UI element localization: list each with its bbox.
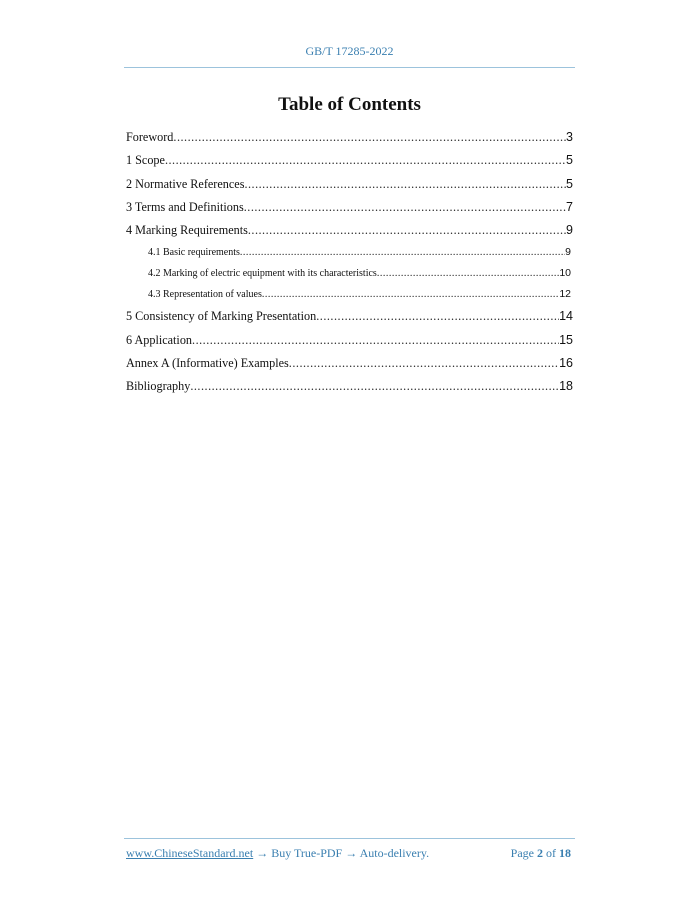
toc-entry-page: 9 (566, 223, 573, 238)
toc-entry-label: 3 Terms and Definitions (126, 199, 244, 214)
toc-entry-label: 4.3 Representation of values (148, 289, 262, 301)
toc-entry-label: 4 Marking Requirements (126, 223, 248, 238)
running-header (124, 44, 575, 68)
running-footer (126, 846, 571, 861)
toc-entry-label: 4.1 Basic requirements (148, 247, 240, 259)
footer-promo (126, 846, 429, 861)
page-title: Table of Contents (278, 94, 421, 115)
toc-entry-page: 16 (559, 356, 573, 371)
toc-leader-dots (244, 196, 566, 219)
toc-entry-label: 2 Normative References (126, 176, 245, 191)
footer-divider (124, 838, 575, 839)
toc-leader-dots (248, 219, 566, 242)
toc-entry-page: 18 (559, 379, 573, 394)
toc-entry-application[interactable] (126, 329, 573, 352)
toc-entry-page: 12 (559, 288, 571, 301)
page-of: of (546, 846, 556, 860)
toc-entry-marking-requirements[interactable] (126, 219, 573, 242)
toc-leader-dots (240, 242, 565, 263)
header-doc-id: GB/T 17285-2022 (305, 44, 394, 58)
toc-entry-label: Foreword (126, 130, 174, 144)
toc-leader-dots (190, 375, 559, 398)
toc-entry-page: 9 (565, 246, 571, 259)
toc-leader-dots (262, 284, 559, 305)
toc-entry-basic-requirements[interactable] (126, 242, 573, 263)
toc-entry-label: 1 Scope (126, 153, 165, 168)
toc-entry-bibliography[interactable] (126, 375, 573, 398)
toc-leader-dots (316, 305, 559, 328)
toc-leader-dots (173, 126, 566, 149)
toc-entry-label: 4.2 Marking of electric equipment with its characteristics (148, 268, 377, 280)
toc-entry-page: 10 (559, 267, 571, 280)
toc-entry-representation-of-values[interactable] (126, 284, 573, 305)
toc-entry-annex-a[interactable] (126, 352, 573, 375)
footer-tagline: → Buy True-PDF → Auto-delivery. (253, 846, 430, 860)
toc-entry-foreword[interactable] (126, 126, 573, 149)
toc-entry-page: 7 (566, 199, 573, 214)
toc-entry-label: 5 Consistency of Marking Presentation (126, 309, 317, 324)
page-number (511, 846, 571, 861)
toc-entry-scope[interactable] (126, 149, 573, 172)
toc-leader-dots (244, 173, 566, 196)
toc-entry-consistency-of-marking[interactable] (126, 305, 573, 328)
toc-entry-terms-and-definitions[interactable] (126, 196, 573, 219)
toc-entry-page: 5 (566, 153, 573, 168)
toc-entry-page: 15 (559, 332, 573, 347)
page-total: 18 (559, 846, 571, 860)
table-of-contents (126, 126, 573, 399)
toc-leader-dots (192, 329, 559, 352)
toc-leader-dots (165, 149, 566, 172)
toc-leader-dots (377, 263, 559, 284)
toc-entry-label: Annex A (Informative) Examples (126, 356, 289, 371)
toc-entry-normative-references[interactable] (126, 173, 573, 196)
toc-entry-page: 3 (566, 130, 573, 144)
toc-entry-marking-of-electric-equipment[interactable] (126, 263, 573, 284)
toc-entry-label: 6 Application (126, 332, 193, 347)
page-current: 2 (537, 846, 543, 860)
toc-entry-page: 5 (566, 176, 573, 191)
toc-entry-label: Bibliography (126, 379, 191, 394)
website-link[interactable]: www.ChineseStandard.net (126, 846, 254, 860)
toc-leader-dots (289, 352, 559, 375)
toc-entry-page: 14 (559, 309, 573, 324)
page-word: Page (510, 846, 534, 860)
